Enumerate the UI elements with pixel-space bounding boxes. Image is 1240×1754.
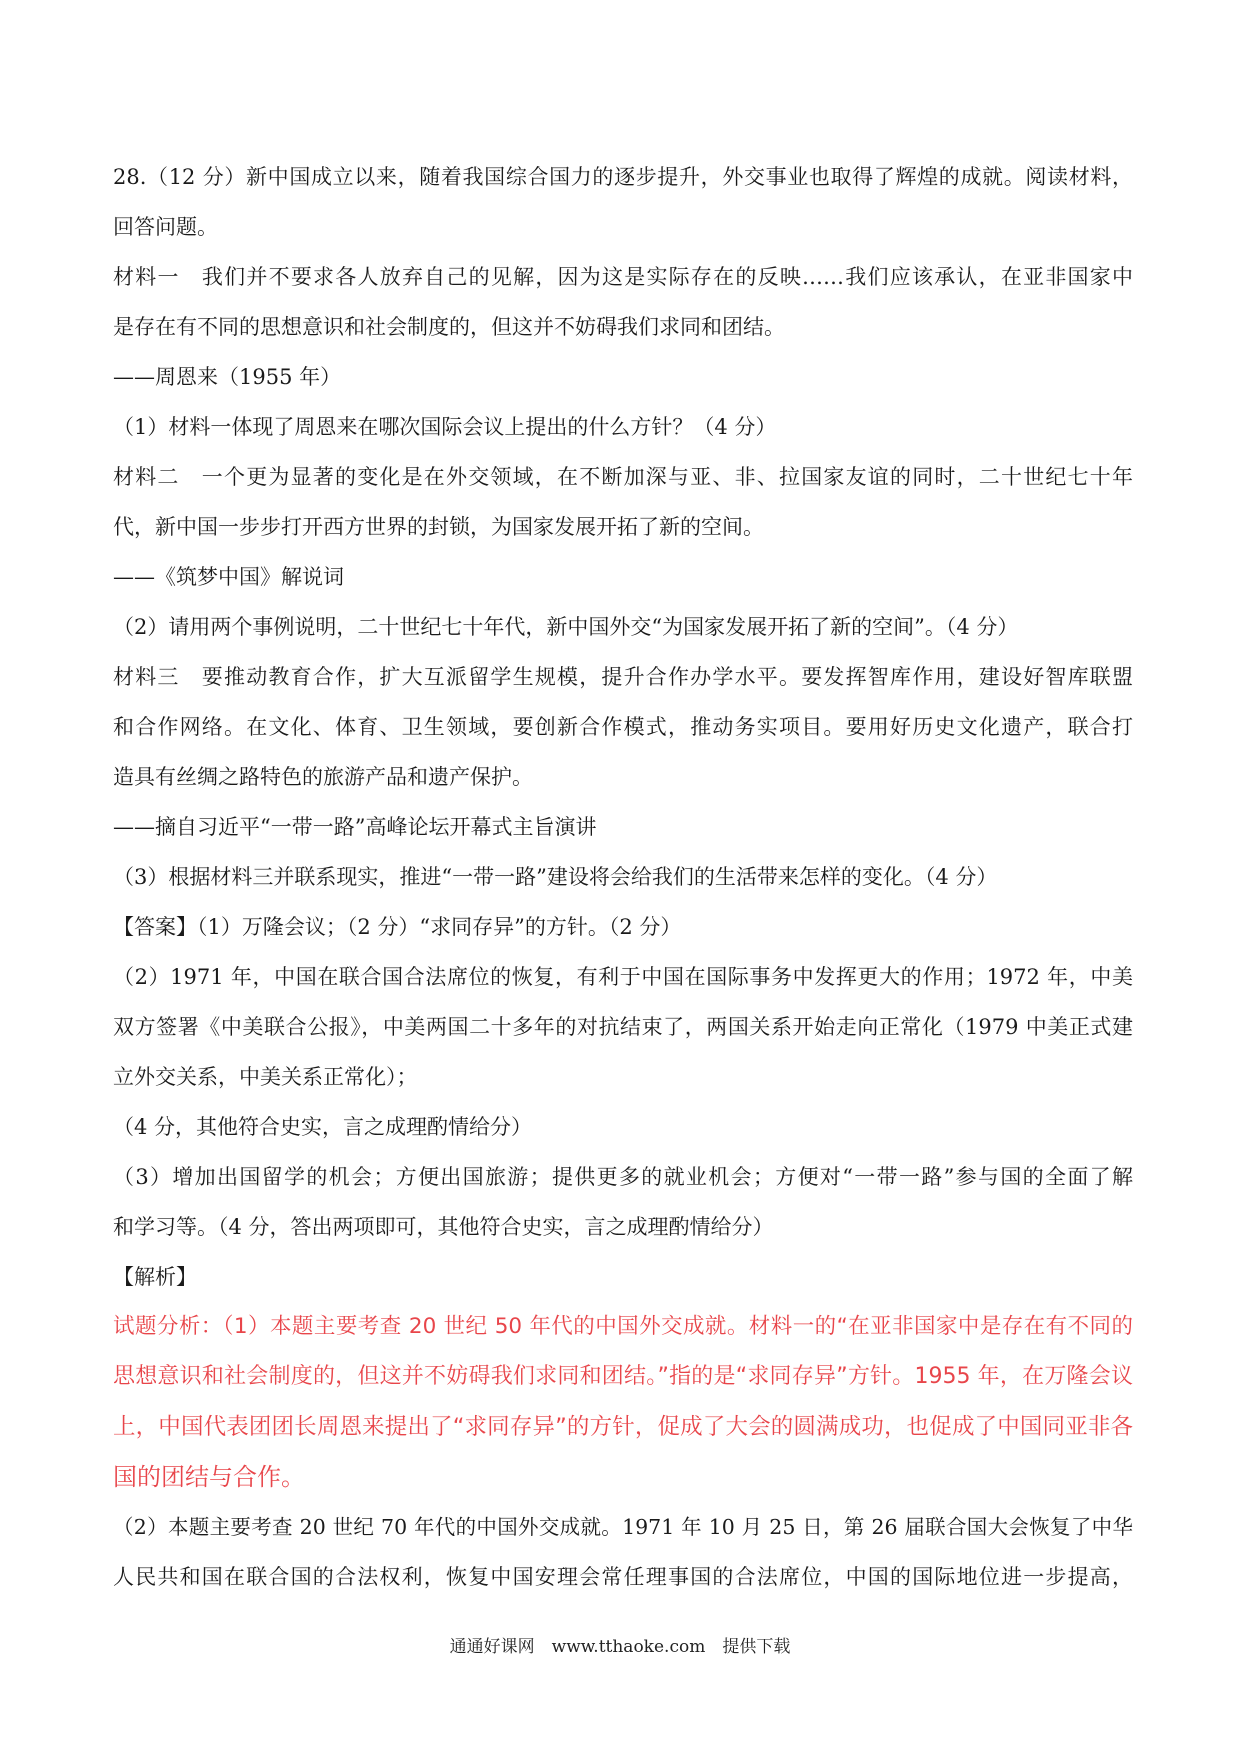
- analysis-red-line-3: 上，中国代表团团长周恩来提出了“求同存异”的方针，促成了大会的圆满成功，也促成了中国同亚非各: [113, 1414, 1133, 1440]
- material2-line-1: 材料二 一个更为显著的变化是在外交领域，在不断加深与亚、非、拉国家友谊的同时，二十世纪七十年: [113, 465, 1133, 489]
- answer-3-line-1: （3）增加出国留学的机会；方便出国旅游；提供更多的就业机会；方便对“一带一路”参与国的全面了解: [113, 1165, 1133, 1189]
- page-content: [113, 152, 1133, 1602]
- analysis-red-line-4: 国的团结与合作。: [113, 1463, 305, 1491]
- material1-line-2: 是存在有不同的思想意识和社会制度的，但这并不妨碍我们求同和团结。: [113, 315, 785, 339]
- answer-2-line-3: 立外交关系，中美关系正常化）；: [113, 1065, 418, 1089]
- answer-1: 【答案】（1）万隆会议；（2 分）“求同存异”的方针。（2 分）: [113, 915, 682, 939]
- question-intro-line-1: 28.（12 分）新中国成立以来，随着我国综合国力的逐步提升，外交事业也取得了辉煌的成就。阅读材料，: [113, 165, 1133, 189]
- answer-2-line-1: （2）1971 年，中国在联合国合法席位的恢复，有利于中国在国际事务中发挥更大的作用；1972 年，中美: [113, 965, 1133, 989]
- material3-line-1: 材料三 要推动教育合作，扩大互派留学生规模，提升合作办学水平。要发挥智库作用，建设好智库联盟: [113, 665, 1133, 689]
- question-1: （1）材料一体现了周恩来在哪次国际会议上提出的什么方针？（4 分）: [113, 415, 777, 439]
- analysis-p2-line-1: （2）本题主要考查 20 世纪 70 年代的中国外交成就。1971 年 10 月 25 日，第 26 届联合国大会恢复了中华: [113, 1515, 1133, 1539]
- analysis-heading: 【解析】: [113, 1265, 197, 1289]
- material1-line-1: 材料一 我们并不要求各人放弃自己的见解，因为这是实际存在的反映……我们应该承认，在亚非国家中: [113, 265, 1133, 289]
- question-intro-line-2: 回答问题。: [113, 215, 218, 239]
- analysis-red-line-1: 试题分析：（1）本题主要考查 20 世纪 50 年代的中国外交成就。材料一的“在亚非国家中是存在有不同的: [113, 1314, 1133, 1339]
- page-footer: 通通好课网 www.tthaoke.com 提供下载: [449, 1637, 791, 1657]
- material3-line-2: 和合作网络。在文化、体育、卫生领域，要创新合作模式，推动务实项目。要用好历史文化遗产，联合打: [113, 715, 1133, 739]
- answer-2-note: （4 分，其他符合史实，言之成理酌情给分）: [113, 1115, 533, 1139]
- analysis-red-line-2: 思想意识和社会制度的，但这并不妨碍我们求同和团结。”指的是“求同存异”方针。1955 年，在万隆会议: [113, 1364, 1133, 1389]
- material1-source: ——周恩来（1955 年）: [113, 365, 342, 389]
- question-2: （2）请用两个事例说明，二十世纪七十年代，新中国外交“为国家发展开拓了新的空间”。（4 分）: [113, 615, 1019, 639]
- material3-source: ——摘自习近平“一带一路”高峰论坛开幕式主旨演讲: [113, 815, 597, 839]
- answer-3-line-2: 和学习等。（4 分，答出两项即可，其他符合史实，言之成理酌情给分）: [113, 1215, 774, 1239]
- analysis-p2-line-2: 人民共和国在联合国的合法权利，恢复中国安理会常任理事国的合法席位，中国的国际地位进一步提高，: [113, 1565, 1133, 1589]
- material2-line-2: 代，新中国一步步打开西方世界的封锁，为国家发展开拓了新的空间。: [113, 515, 764, 539]
- material3-line-3: 造具有丝绸之路特色的旅游产品和遗产保护。: [113, 765, 533, 789]
- material2-source: ——《筑梦中国》解说词: [113, 565, 344, 589]
- answer-2-line-2: 双方签署《中美联合公报》，中美两国二十多年的对抗结束了，两国关系开始走向正常化（1979 中美正式建: [113, 1015, 1133, 1039]
- question-3: （3）根据材料三并联系现实，推进“一带一路”建设将会给我们的生活带来怎样的变化。（4 分）: [113, 865, 998, 889]
